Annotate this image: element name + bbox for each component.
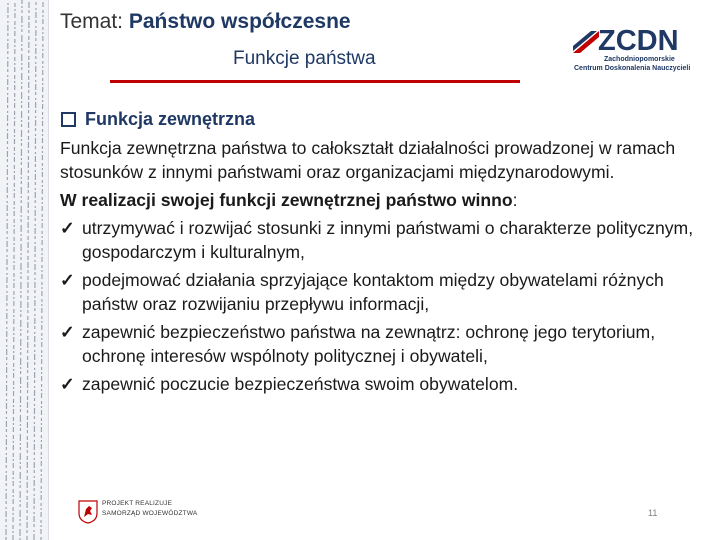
square-bullet-icon [61,112,76,127]
logo-wordmark: ZCDN [598,25,679,57]
manuscript-decoration [0,0,49,540]
checklist [60,216,710,396]
list-item [60,372,710,396]
definition-paragraph: Funkcja zewnętrzna państwa to całokształt działalności prowadzonej w ramach stosunków z innymi państwami oraz organizacjami międzynarodowymi. [60,138,676,182]
list-item-text: zapewnić poczucie bezpieczeństwa swoim obywatelom. [82,374,519,394]
list-item-text: podejmować działania sprzyjające kontaktom między obywatelami różnych państw oraz rozwijaniu przepływu informacji, [82,270,664,314]
region-logo [78,496,198,530]
griffin-emblem-icon [78,500,98,524]
list-item-text: utrzymywać i rozwijać stosunki z innymi państwami o charakterze politycznym, gospodarczym i kulturalnym, [82,218,694,262]
logo-line-1: Zachodniopomorskie [604,56,675,63]
topic-label: Temat: [60,10,124,33]
zcdn-logo [570,25,690,77]
section-heading-text: Funkcja zewnętrzna [85,109,256,129]
list-item [60,320,710,368]
page-number: 11 [648,508,658,518]
list-item [60,268,710,316]
section-heading [60,106,710,132]
lead-colon: : [512,190,518,210]
logo-line-2: Centrum Doskonalenia Nauczycieli [574,65,691,72]
lead-text: W realizacji swojej funkcji zewnętrznej państwo winno [60,190,513,210]
checkmark-icon: ✓ [60,322,75,342]
lead-paragraph [60,188,710,212]
slide-subtitle: Funkcje państwa [233,48,376,69]
checkmark-icon: ✓ [60,270,75,290]
title-divider [110,80,520,83]
footer-logo-line-1: PROJEKT REALIZUJE [102,500,173,507]
zcdn-logo-mark-icon [573,31,599,53]
footer-logo-line-2: SAMORZĄD WOJEWÓDZTWA [102,510,198,517]
list-item-text: zapewnić bezpieczeństwo państwa na zewnątrz: ochronę jego terytorium, ochronę interesów wspólnoty politycznej i obywateli, [82,322,656,366]
slide-content [60,106,710,400]
topic-value: Państwo współczesne [128,10,351,33]
checkmark-icon: ✓ [60,374,75,394]
checkmark-icon: ✓ [60,218,75,238]
slide-title [60,10,351,34]
list-item [60,216,710,264]
